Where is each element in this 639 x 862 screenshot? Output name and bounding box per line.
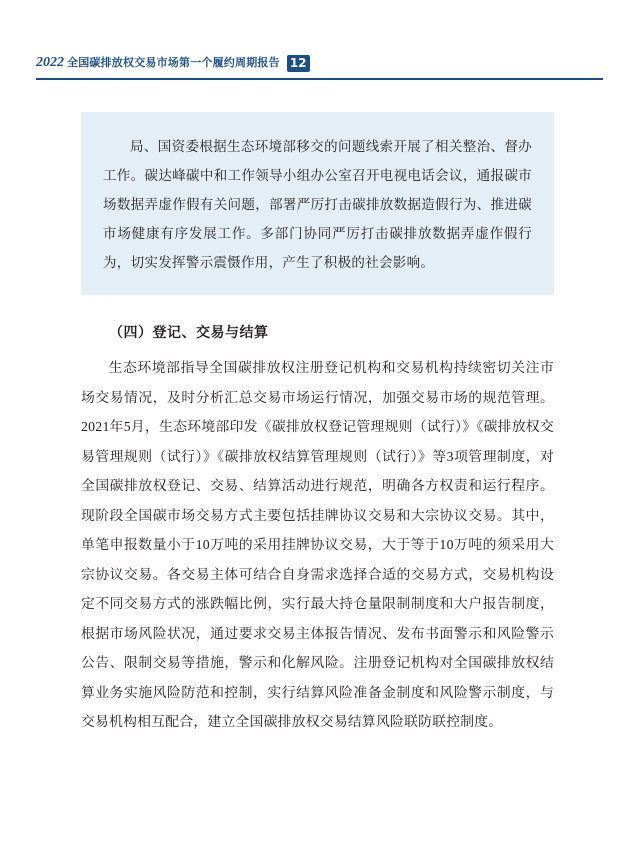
section-paragraph: 生态环境部指导全国碳排放权注册登记机构和交易机构持续密切关注市场交易情况，及时分析汇总交易市场运行情况，加强交易市场的规范管理。2021年5月，生态环境部印发《碳排放权登记管理规则（试行）》《碳排放权交易管理规则（试行）》《碳排放权结算管理规则（试行）》等3项管理制度，对全国碳排放权登记、交易、结算活动进行规范，明确各方权责和运行程序。现阶段全国碳市场交易方式主要包括挂牌协议交易和大宗协议交易。其中，单笔申报数量小于10万吨的采用挂牌协议交易，大于等于10万吨的须采用大宗协议交易。各交易主体可结合自身需求选择合适的交易方式，交易机构设定不同交易方式的涨跌幅比例，实行最大持仓量限制制度和大户报告制度，根据市场风险状况，通过要求交易主体报告情况、发布书面警示和风险警示公告、限制交易等措施，警示和化解风险。注册登记机构对全国碳排放权结算业务实施风险防范和控制，实行结算风险准备金制度和风险警示制度，与交易机构相互配合，建立全国碳排放权交易结算风险联防联控制度。 xyxy=(81,360,554,729)
header-title: 全国碳排放权交易市场第一个履约周期报告 xyxy=(67,55,280,69)
header-divider xyxy=(36,78,603,80)
callout-paragraph: 局、国资委根据生态环境部移交的问题线索开展了相关整治、督办工作。碳达峰碳中和工作领导小组办公室召开电视电话会议，通报碳市场数据弄虚作假有关问题，部署严厉打击碳排放数据造假行为、推进碳市场健康有序发展工作。多部门协同严厉打击碳排放数据弄虚作假行为，切实发挥警示震慑作用，产生了积极的社会影响。 xyxy=(103,139,532,270)
highlight-callout xyxy=(81,112,554,295)
page-number-badge: 12 xyxy=(287,55,310,72)
page-content xyxy=(81,112,554,737)
page-header xyxy=(36,48,603,78)
header-year: 2022 xyxy=(36,55,64,70)
section-heading: （四）登记、交易与结算 xyxy=(109,326,269,341)
